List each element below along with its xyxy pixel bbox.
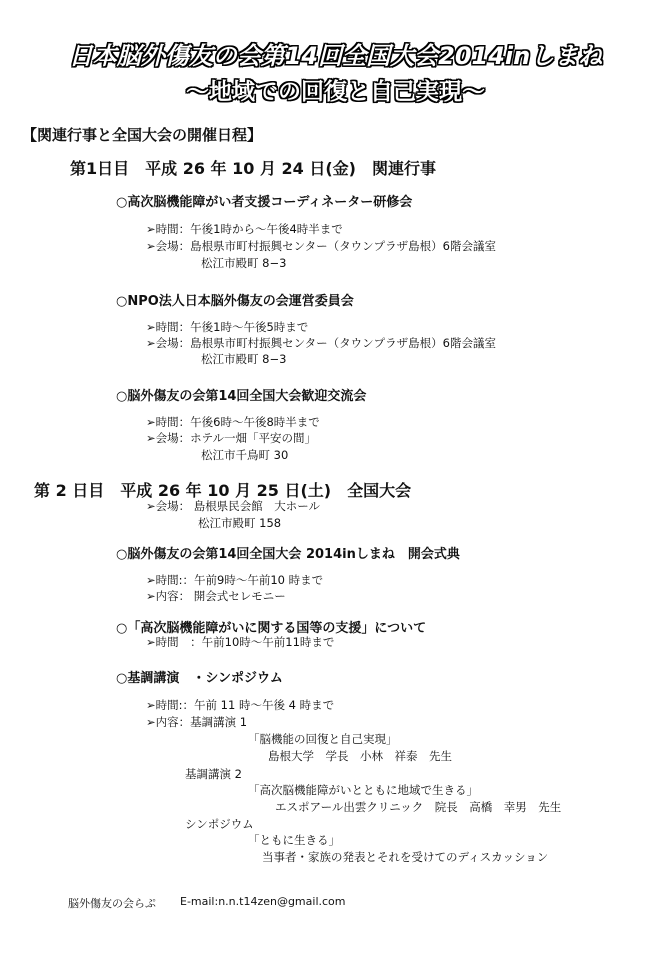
event-address: 松江市殿町 8−3	[201, 352, 287, 366]
day2-heading: 第 2 日目 平成 26 年 10 月 25 日(土) 全国大会	[34, 481, 412, 500]
talk-label: 基調講演 2	[185, 767, 242, 781]
event-title: ○NPO法人日本脳外傷友の会運営委員会	[116, 294, 354, 309]
event-time: ➢時間：午後6時〜午後8時半まで	[146, 415, 320, 429]
event-address: 松江市殿町 8−3	[201, 256, 287, 270]
symposium-label: シンポジウム	[185, 817, 254, 831]
event-time: ➢時間 ：午前10時〜午前11時まで	[146, 635, 335, 649]
event-address: 松江市千鳥町 30	[201, 448, 289, 462]
event-venue: ➢会場：島根県市町村振興センター（タウンプラザ島根）6階会議室	[146, 239, 496, 253]
event-title: ○基調講演 ・シンポジウム	[116, 671, 283, 686]
event-content: ➢内容： 開会式セレモニー	[146, 589, 286, 603]
event-time: ➢時間：午後1時から〜午後4時半まで	[146, 222, 343, 236]
symposium-title: 「ともに生きる」	[248, 833, 340, 847]
event-time: ➢時間:：午前 11 時〜午後 4 時まで	[146, 698, 335, 712]
event-venue: ➢会場：ホテル一畑「平安の間」	[146, 431, 317, 445]
talk-speaker: 島根大学 学長 小林 祥泰 先生	[268, 749, 452, 763]
event-title: ○高次脳機能障がい者支援コーディネーター研修会	[116, 195, 413, 210]
schedule-heading: 【関連行事と全国大会の開催日程】	[22, 126, 263, 144]
day1-heading: 第1日目 平成 26 年 10 月 24 日(金) 関連行事	[70, 159, 436, 178]
main-title: 日本脳外傷友の会第14回全国大会2014inしまね	[68, 42, 603, 70]
event-content: ➢内容：基調講演 1	[146, 715, 248, 729]
event-title: ○脳外傷友の会第14回全国大会歓迎交流会	[116, 389, 367, 404]
day2-venue: ➢会場： 島根県民会館 大ホール	[146, 499, 321, 513]
talk-speaker: エスポアール出雲クリニック 院長 高橋 幸男 先生	[275, 800, 562, 814]
event-time: ➢時間：午後1時〜午後5時まで	[146, 320, 309, 334]
subtitle: 〜地域での回復と自己実現〜	[186, 79, 485, 105]
symposium-description: 当事者・家族の発表とそれを受けてのディスカッション	[262, 850, 549, 864]
talk-title: 「高次脳機能障がいとともに地域で生きる」	[248, 783, 478, 797]
event-title: ○「高次脳機能障がいに関する国等の支援」について	[116, 621, 427, 636]
talk-title: 「脳機能の回復と自己実現」	[248, 732, 398, 746]
footer-email[interactable]: E-mail:n.n.t14zen@gmail.com	[180, 895, 346, 908]
day2-address: 松江市殿町 158	[198, 516, 282, 530]
event-venue: ➢会場：島根県市町村振興センター（タウンプラザ島根）6階会議室	[146, 336, 496, 350]
event-title: ○脳外傷友の会第14回全国大会 2014inしまね 開会式典	[116, 547, 460, 562]
event-time: ➢時間:：午前9時〜午前10 時まで	[146, 573, 324, 587]
footer-org: 脳外傷友の会らぷ	[68, 897, 156, 910]
